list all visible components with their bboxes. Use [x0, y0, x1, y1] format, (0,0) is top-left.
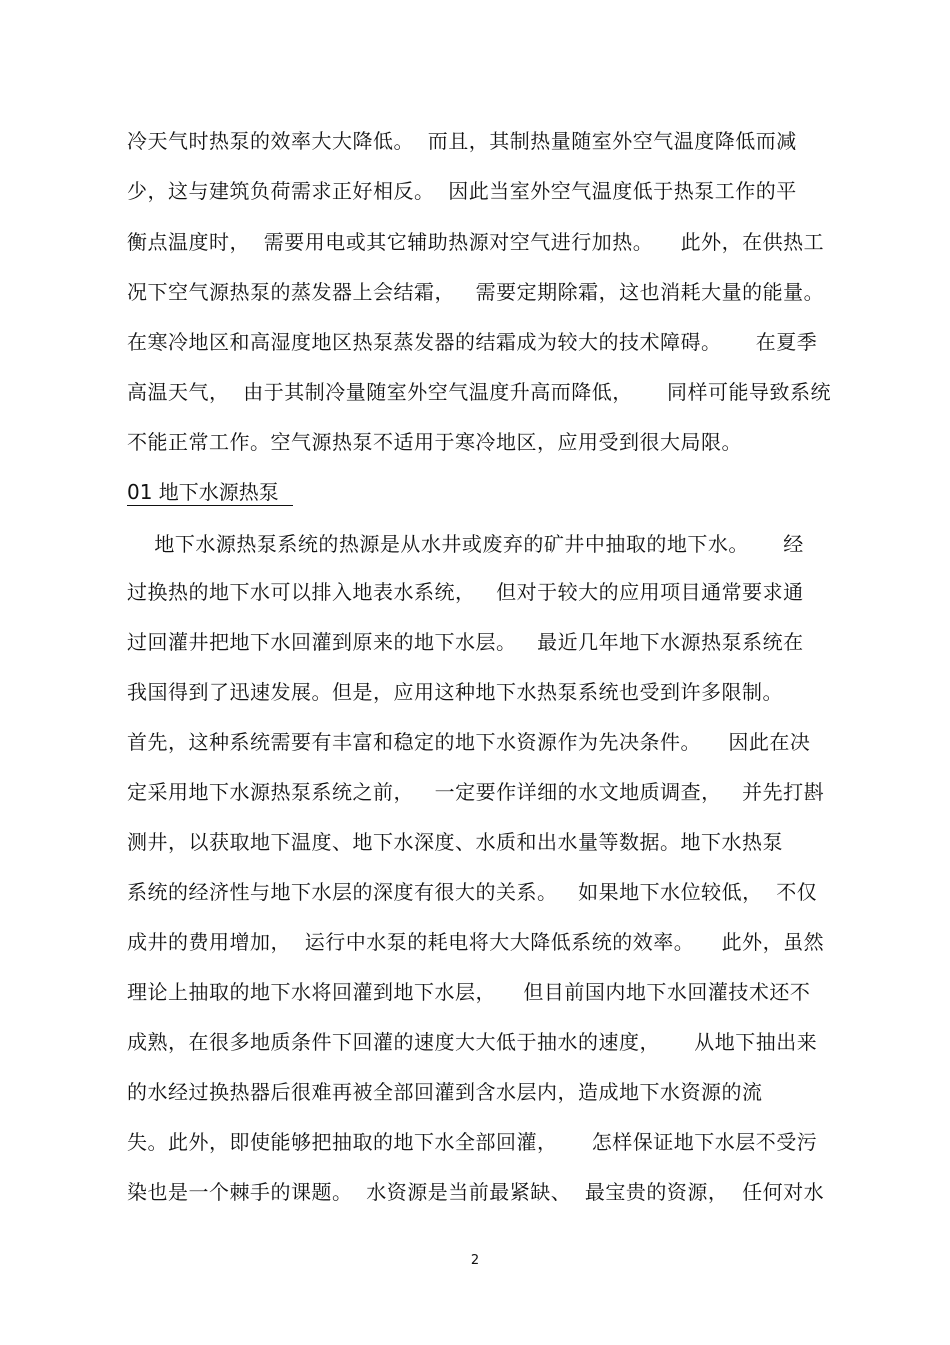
body-line: 过回灌井把地下水回灌到原来的地下水层。 最近几年地下水源热泵系统在: [127, 630, 804, 654]
body-line: 成熟，在很多地质条件下回灌的速度大大低于抽水的速度， 从地下抽出来: [127, 1030, 818, 1054]
body-line: 系统的经济性与地下水层的深度有很大的关系。 如果地下水位较低， 不仅: [127, 880, 818, 904]
body-line: 理论上抽取的地下水将回灌到地下水层， 但目前国内地下水回灌技术还不: [127, 980, 811, 1004]
body-line: 过换热的地下水可以排入地表水系统， 但对于较大的应用项目通常要求通: [127, 580, 804, 604]
body-line: 地下水源热泵系统的热源是从水井或废弃的矿井中抽取的地下水。 经: [127, 532, 804, 556]
body-line: 我国得到了迅速发展。但是，应用这种地下水热泵系统也受到许多限制。: [127, 680, 783, 704]
body-line: 衡点温度时， 需要用电或其它辅助热源对空气进行加热。 此外，在供热工: [127, 230, 825, 254]
body-line: 的水经过换热器后很难再被全部回灌到含水层内，造成地下水资源的流: [127, 1080, 763, 1104]
body-line: 不能正常工作。空气源热泵不适用于寒冷地区，应用受到很大局限。: [127, 430, 742, 454]
body-line: 成井的费用增加， 运行中水泵的耗电将大大降低系统的效率。 此外，虽然: [127, 930, 825, 954]
body-line: 定采用地下水源热泵系统之前， 一定要作详细的水文地质调查， 并先打斟: [127, 780, 825, 804]
body-line: 失。此外，即使能够把抽取的地下水全部回灌， 怎样保证地下水层不受污: [127, 1130, 818, 1154]
body-line: 染也是一个棘手的课题。 水资源是当前最紧缺、 最宝贵的资源， 任何对水: [127, 1180, 825, 1204]
body-line: 首先，这种系统需要有丰富和稳定的地下水资源作为先决条件。 因此在决: [127, 730, 811, 754]
body-line: 少，这与建筑负荷需求正好相反。 因此当室外空气温度低于热泵工作的平: [127, 179, 797, 203]
body-line: 冷天气时热泵的效率大大降低。 而且，其制热量随室外空气温度降低而减: [127, 129, 797, 153]
body-line: 在寒冷地区和高湿度地区热泵蒸发器的结霜成为较大的技术障碍。 在夏季: [127, 330, 818, 354]
body-line: 况下空气源热泵的蒸发器上会结霜， 需要定期除霜，这也消耗大量的能量。: [127, 280, 825, 304]
page-number: 2: [470, 1253, 480, 1268]
body-line: 测井，以获取地下温度、地下水深度、水质和出水量等数据。地下水热泵: [127, 830, 783, 854]
body-line: 高温天气， 由于其制冷量随室外空气温度升高而降低， 同样可能导致系统: [127, 380, 832, 404]
section-heading: 01 地下水源热泵: [127, 479, 293, 506]
